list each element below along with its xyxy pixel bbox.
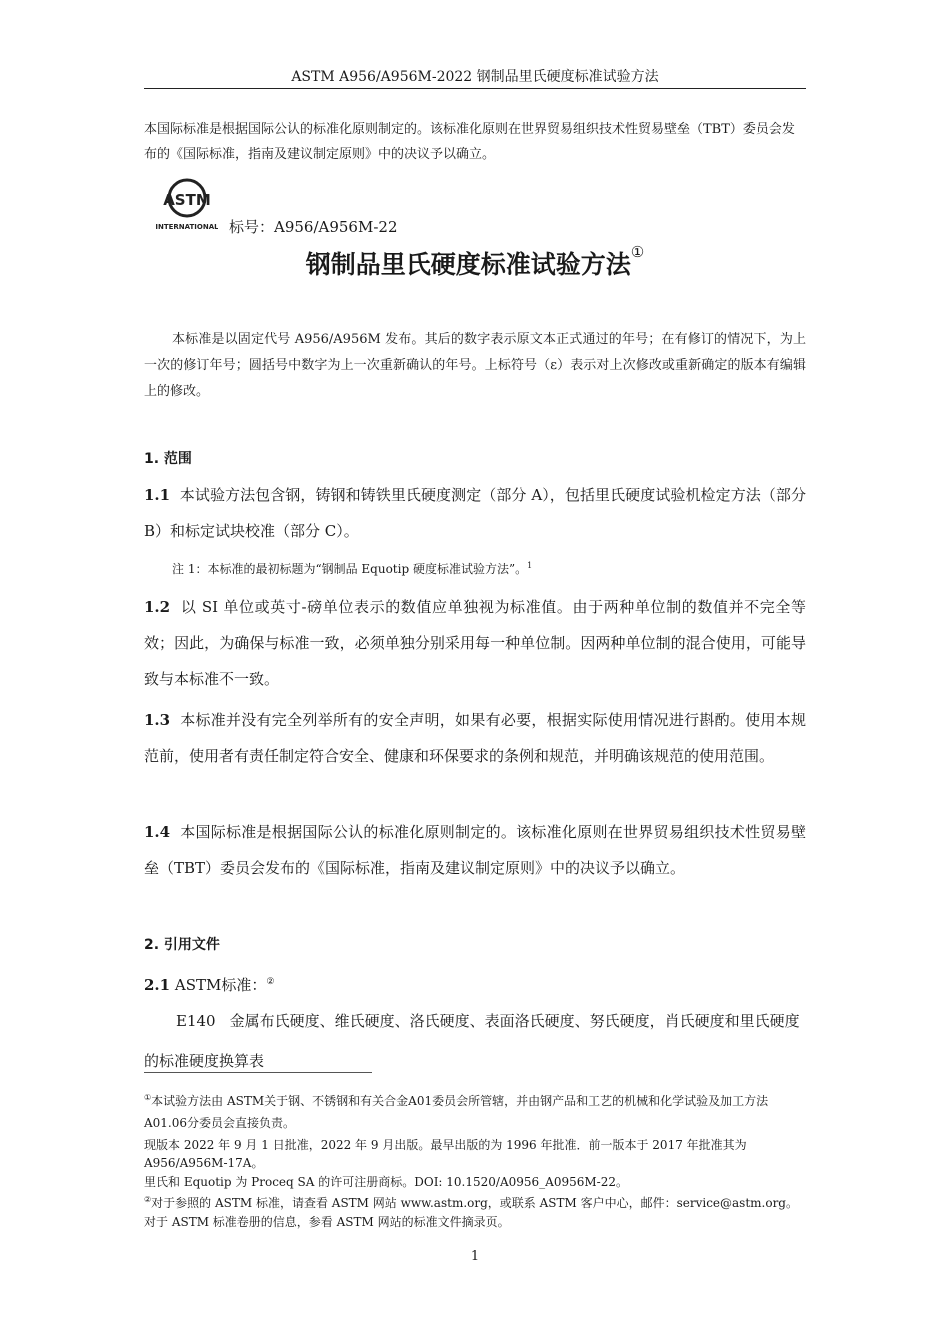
- footnote-approval: 现版本 2022 年 9 月 1 日批准，2022 年 9 月出版。最早出版的为 1996 年批准．前一版本于 2017 年批准其为 A956/A956M-17A。: [144, 1138, 747, 1170]
- referenced-standard-e140: [144, 1001, 806, 1081]
- paragraph-number: 1.4: [144, 823, 171, 841]
- paragraph-text: 本试验方法包含钢，铸钢和铸铁里氏硬度测定（部分 A），包括里氏硬度试验机检定方法（部分 B）和标定试块校准（部分 C）。: [144, 486, 806, 540]
- title-text: 钢制品里氏硬度标准试验方法: [305, 250, 631, 279]
- preface-paragraph: 本标准是以固定代号 A956/A956M 发布。其后的数字表示原文本正式通过的年号；在有修订的情况下，为上一次的修订年号；圆括号中数字为上一次重新确认的年号。上标符号（ε）表示对上次修改或重新确定的版本有编辑上的修改。: [144, 332, 806, 399]
- running-header: ASTM A956/A956M-2022 钢制品里氏硬度标准试验方法: [291, 69, 659, 85]
- designation: 标号：A956/A956M-22: [229, 218, 398, 236]
- paragraph-number: 2.1: [144, 976, 171, 994]
- standard-code: E140: [176, 1012, 216, 1030]
- footnote-rule: [144, 1072, 372, 1073]
- svg-text:ASTM: ASTM: [163, 191, 211, 209]
- paragraph-number: 1.1: [144, 486, 171, 504]
- footnote-mark: ②: [266, 977, 275, 987]
- note-1: [172, 560, 532, 577]
- paragraph-text: 本国际标准是根据国际公认的标准化原则制定的。该标准化原则在世界贸易组织技术性贸易壁垒（TBT）委员会发布的《国际标准，指南及建议制定原则》中的决议予以确立。: [144, 823, 806, 877]
- footnote-text: 对于参照的 ASTM 标准，请查看 ASTM 网站 www.astm.org，或联系 ASTM 客户中心，邮件：service@astm.org。对于 ASTM 标准卷册的信息，参看 ASTM 网站的标准文件摘录页。: [144, 1196, 798, 1229]
- note-ref: 1: [527, 561, 533, 570]
- section-1-heading: 1. 范围: [144, 451, 192, 467]
- title-footnote-mark: ①: [630, 243, 645, 261]
- document-title: [0, 245, 950, 281]
- paragraph-text: 以 SI 单位或英寸-磅单位表示的数值应单独视为标准值。由于两种单位制的数值并不完全等效；因此，为确保与标准一致，必须单独分别采用每一种单位制。因两种单位制的混合使用，可能导致与本标准不一致。: [144, 598, 807, 688]
- page-number: 1: [470, 1249, 480, 1264]
- paragraph-1-1: [144, 477, 806, 549]
- svg-text:INTERNATIONAL: INTERNATIONAL: [156, 223, 218, 231]
- footnote-text: 本试验方法由 ASTM关于钢、不锈钢和有关合金A01委员会所管辖，并由钢产品和工艺的机械和化学试验及加工方法A01.06分委员会直接负责。: [144, 1094, 769, 1130]
- paragraph-2-1: [144, 964, 806, 1003]
- astm-logo: [156, 176, 218, 232]
- paragraph-1-3: [144, 702, 806, 774]
- footnote-mark: ①: [144, 1093, 152, 1102]
- header-rule: [144, 88, 806, 89]
- paragraph-number: 1.2: [144, 598, 171, 616]
- standard-title: 金属布氏硬度、维氏硬度、洛氏硬度、表面洛氏硬度、努氏硬度，肖氏硬度和里氏硬度的标准硬度换算表: [144, 1012, 800, 1070]
- footnote-mark: ②: [144, 1195, 152, 1204]
- paragraph-text: 本标准并没有完全列举所有的安全声明，如果有必要，根据实际使用情况进行斟酌。使用本规范前，使用者有责任制定符合安全、健康和环保要求的条例和规范，并明确该规范的使用范围。: [144, 711, 806, 765]
- footnote-1: [144, 1087, 806, 1134]
- paragraph-1-2: [144, 589, 806, 697]
- paragraph-text: ASTM标准：: [174, 976, 267, 994]
- paragraph-1-4: [144, 814, 806, 886]
- paragraph-number: 1.3: [144, 711, 171, 729]
- intro-statement: 本国际标准是根据国际公认的标准化原则制定的。该标准化原则在世界贸易组织技术性贸易壁垒（TBT）委员会发布的《国际标准，指南及建议制定原则》中的决议予以确立。: [144, 122, 795, 162]
- footnote-2: [144, 1190, 806, 1232]
- note-text: 注 1：本标准的最初标题为“钢制品 Equotip 硬度标准试验方法”。: [172, 562, 528, 576]
- footnote-trademark: 里氏和 Equotip 为 Proceq SA 的许可注册商标。DOI: 10.1520/A0956_A0956M-22。: [144, 1175, 628, 1189]
- section-2-heading: 2. 引用文件: [144, 937, 220, 953]
